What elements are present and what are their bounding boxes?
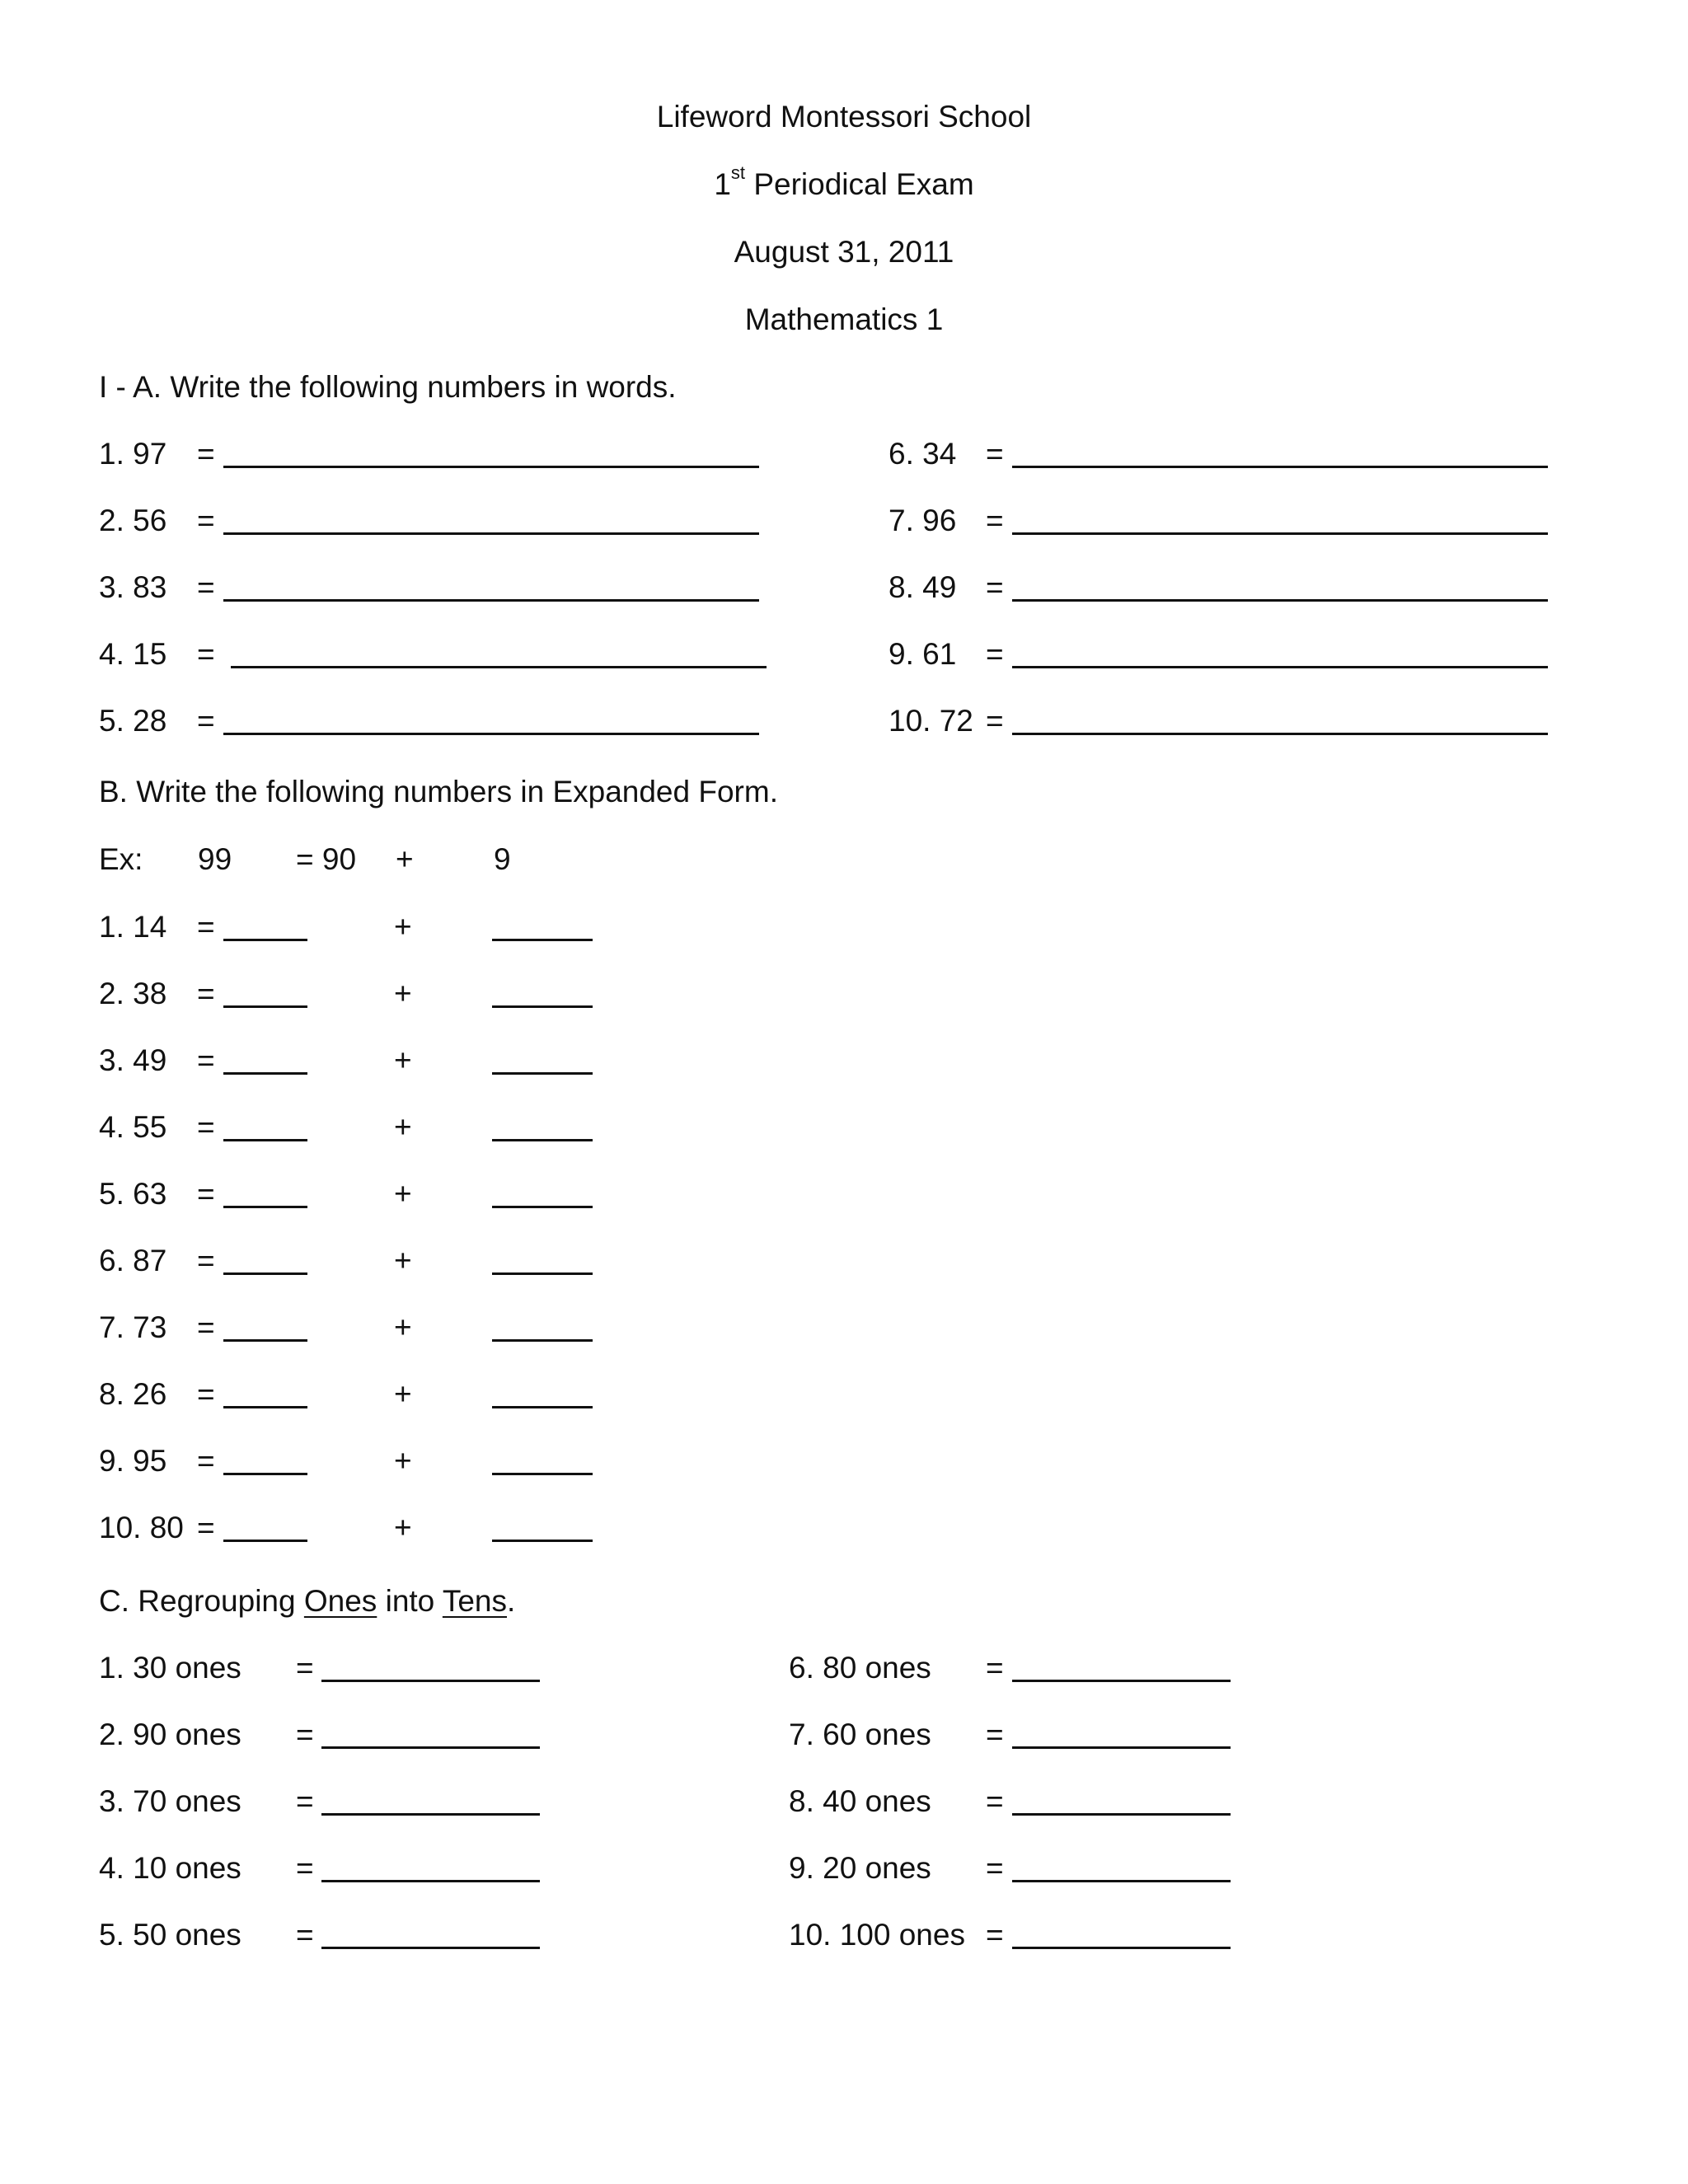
ones-blank[interactable] [492, 1206, 593, 1208]
equals-sign: = [197, 1377, 215, 1411]
question-c-label: 9. 20 ones [789, 1851, 931, 1885]
question-a-label: 6. 34 [889, 437, 957, 471]
question-b-label: 2. 38 [99, 977, 167, 1010]
question-a-label: 5. 28 [99, 704, 167, 738]
question-b-label: 5. 63 [99, 1177, 167, 1211]
answer-blank[interactable] [321, 1880, 540, 1882]
answer-blank[interactable] [1012, 666, 1548, 668]
equals-sign: = [986, 1651, 1004, 1685]
example-plus: + [396, 842, 414, 876]
answer-blank[interactable] [1012, 1947, 1231, 1949]
example-number: 99 [198, 842, 232, 876]
section-a-instruction: I - A. Write the following numbers in words. [99, 370, 677, 404]
tens-blank[interactable] [223, 1272, 307, 1275]
equals-sign: = [986, 1851, 1004, 1885]
question-a-label: 7. 96 [889, 504, 957, 537]
equals-sign: = [197, 1511, 215, 1544]
question-c-label: 1. 30 ones [99, 1651, 241, 1685]
subject-title: Mathematics 1 [744, 302, 944, 336]
answer-blank[interactable] [231, 666, 767, 668]
ones-blank[interactable] [492, 939, 593, 941]
equals-sign: = [197, 1043, 215, 1077]
tens-blank[interactable] [223, 939, 307, 941]
tens-blank[interactable] [223, 1005, 307, 1008]
question-c-label: 2. 90 ones [99, 1718, 241, 1751]
question-a-label: 10. 72 [889, 704, 973, 738]
plus-sign: + [394, 1310, 412, 1344]
question-b-label: 3. 49 [99, 1043, 167, 1077]
equals-sign: = [986, 704, 1004, 738]
equals-sign: = [197, 637, 215, 671]
section-b-instruction: B. Write the following numbers in Expanded Form. [99, 775, 778, 808]
equals-sign: = [986, 1784, 1004, 1818]
plus-sign: + [394, 910, 412, 944]
ones-blank[interactable] [492, 1272, 593, 1275]
answer-blank[interactable] [1012, 1813, 1231, 1816]
equals-sign: = [197, 437, 215, 471]
equals-sign: = [197, 704, 215, 738]
answer-blank[interactable] [321, 1746, 540, 1749]
tens-blank[interactable] [223, 1139, 307, 1141]
answer-blank[interactable] [1012, 532, 1548, 535]
tens-blank[interactable] [223, 1206, 307, 1208]
question-c-label: 7. 60 ones [789, 1718, 931, 1751]
answer-blank[interactable] [1012, 1680, 1231, 1682]
equals-sign: = [296, 1851, 314, 1885]
plus-sign: + [394, 977, 412, 1010]
ones-blank[interactable] [492, 1473, 593, 1475]
example-ones: 9 [494, 842, 511, 876]
exam-ordinal-suffix: st [730, 162, 746, 183]
exam-title-rest: Periodical Exam [745, 167, 974, 201]
equals-sign: = [197, 977, 215, 1010]
equals-sign: = [197, 1310, 215, 1344]
section-c-word-ones: Ones [303, 1584, 377, 1618]
question-b-label: 4. 55 [99, 1110, 167, 1144]
answer-blank[interactable] [223, 599, 759, 602]
plus-sign: + [394, 1511, 412, 1544]
exam-title [0, 162, 1688, 201]
equals-sign: = [296, 1918, 314, 1952]
answer-blank[interactable] [321, 1680, 540, 1682]
example-tens: = 90 [296, 842, 357, 876]
answer-blank[interactable] [1012, 599, 1548, 602]
question-a-label: 4. 15 [99, 637, 167, 671]
answer-blank[interactable] [223, 532, 759, 535]
section-c-instruction [99, 1586, 515, 1616]
equals-sign: = [197, 504, 215, 537]
answer-blank[interactable] [1012, 1746, 1231, 1749]
equals-sign: = [197, 910, 215, 944]
ones-blank[interactable] [492, 1540, 593, 1542]
equals-sign: = [986, 1718, 1004, 1751]
tens-blank[interactable] [223, 1406, 307, 1408]
question-a-label: 3. 83 [99, 570, 167, 604]
plus-sign: + [394, 1043, 412, 1077]
tens-blank[interactable] [223, 1473, 307, 1475]
equals-sign: = [197, 1110, 215, 1144]
equals-sign: = [197, 1444, 215, 1478]
section-c-suffix: . [507, 1584, 516, 1618]
question-b-label: 10. 80 [99, 1511, 184, 1544]
question-c-label: 5. 50 ones [99, 1918, 241, 1952]
answer-blank[interactable] [1012, 466, 1548, 468]
question-b-label: 6. 87 [99, 1244, 167, 1277]
question-b-label: 8. 26 [99, 1377, 167, 1411]
question-c-label: 4. 10 ones [99, 1851, 241, 1885]
answer-blank[interactable] [223, 733, 759, 735]
plus-sign: + [394, 1444, 412, 1478]
equals-sign: = [197, 570, 215, 604]
tens-blank[interactable] [223, 1540, 307, 1542]
section-c-prefix: C. Regrouping [99, 1584, 304, 1618]
section-c-word-tens: Tens [442, 1584, 508, 1618]
plus-sign: + [394, 1377, 412, 1411]
question-b-label: 7. 73 [99, 1310, 167, 1344]
tens-blank[interactable] [223, 1072, 307, 1075]
plus-sign: + [394, 1110, 412, 1144]
question-c-label: 3. 70 ones [99, 1784, 241, 1818]
ones-blank[interactable] [492, 1339, 593, 1342]
ones-blank[interactable] [492, 1406, 593, 1408]
ones-blank[interactable] [492, 1139, 593, 1141]
exam-number: 1 [714, 167, 731, 201]
equals-sign: = [986, 504, 1004, 537]
equals-sign: = [296, 1651, 314, 1685]
tens-blank[interactable] [223, 1339, 307, 1342]
question-a-label: 1. 97 [99, 437, 167, 471]
question-c-label: 8. 40 ones [789, 1784, 931, 1818]
question-c-label: 6. 80 ones [789, 1651, 931, 1685]
equals-sign: = [986, 637, 1004, 671]
ones-blank[interactable] [492, 1072, 593, 1075]
answer-blank[interactable] [321, 1947, 540, 1949]
ones-blank[interactable] [492, 1005, 593, 1008]
question-b-label: 1. 14 [99, 910, 167, 944]
answer-blank[interactable] [1012, 733, 1548, 735]
plus-sign: + [394, 1177, 412, 1211]
school-name: Lifeword Montessori School [656, 100, 1032, 134]
answer-blank[interactable] [223, 466, 759, 468]
equals-sign: = [197, 1177, 215, 1211]
section-c-middle: into [377, 1584, 443, 1618]
example-label: Ex: [99, 842, 143, 876]
answer-blank[interactable] [1012, 1880, 1231, 1882]
equals-sign: = [986, 570, 1004, 604]
question-a-label: 9. 61 [889, 637, 957, 671]
question-a-label: 8. 49 [889, 570, 957, 604]
equals-sign: = [197, 1244, 215, 1277]
equals-sign: = [986, 1918, 1004, 1952]
plus-sign: + [394, 1244, 412, 1277]
equals-sign: = [986, 437, 1004, 471]
answer-blank[interactable] [321, 1813, 540, 1816]
equals-sign: = [296, 1784, 314, 1818]
exam-date: August 31, 2011 [734, 235, 954, 269]
question-b-label: 9. 95 [99, 1444, 167, 1478]
question-c-label: 10. 100 ones [789, 1918, 965, 1952]
equals-sign: = [296, 1718, 314, 1751]
question-a-label: 2. 56 [99, 504, 167, 537]
